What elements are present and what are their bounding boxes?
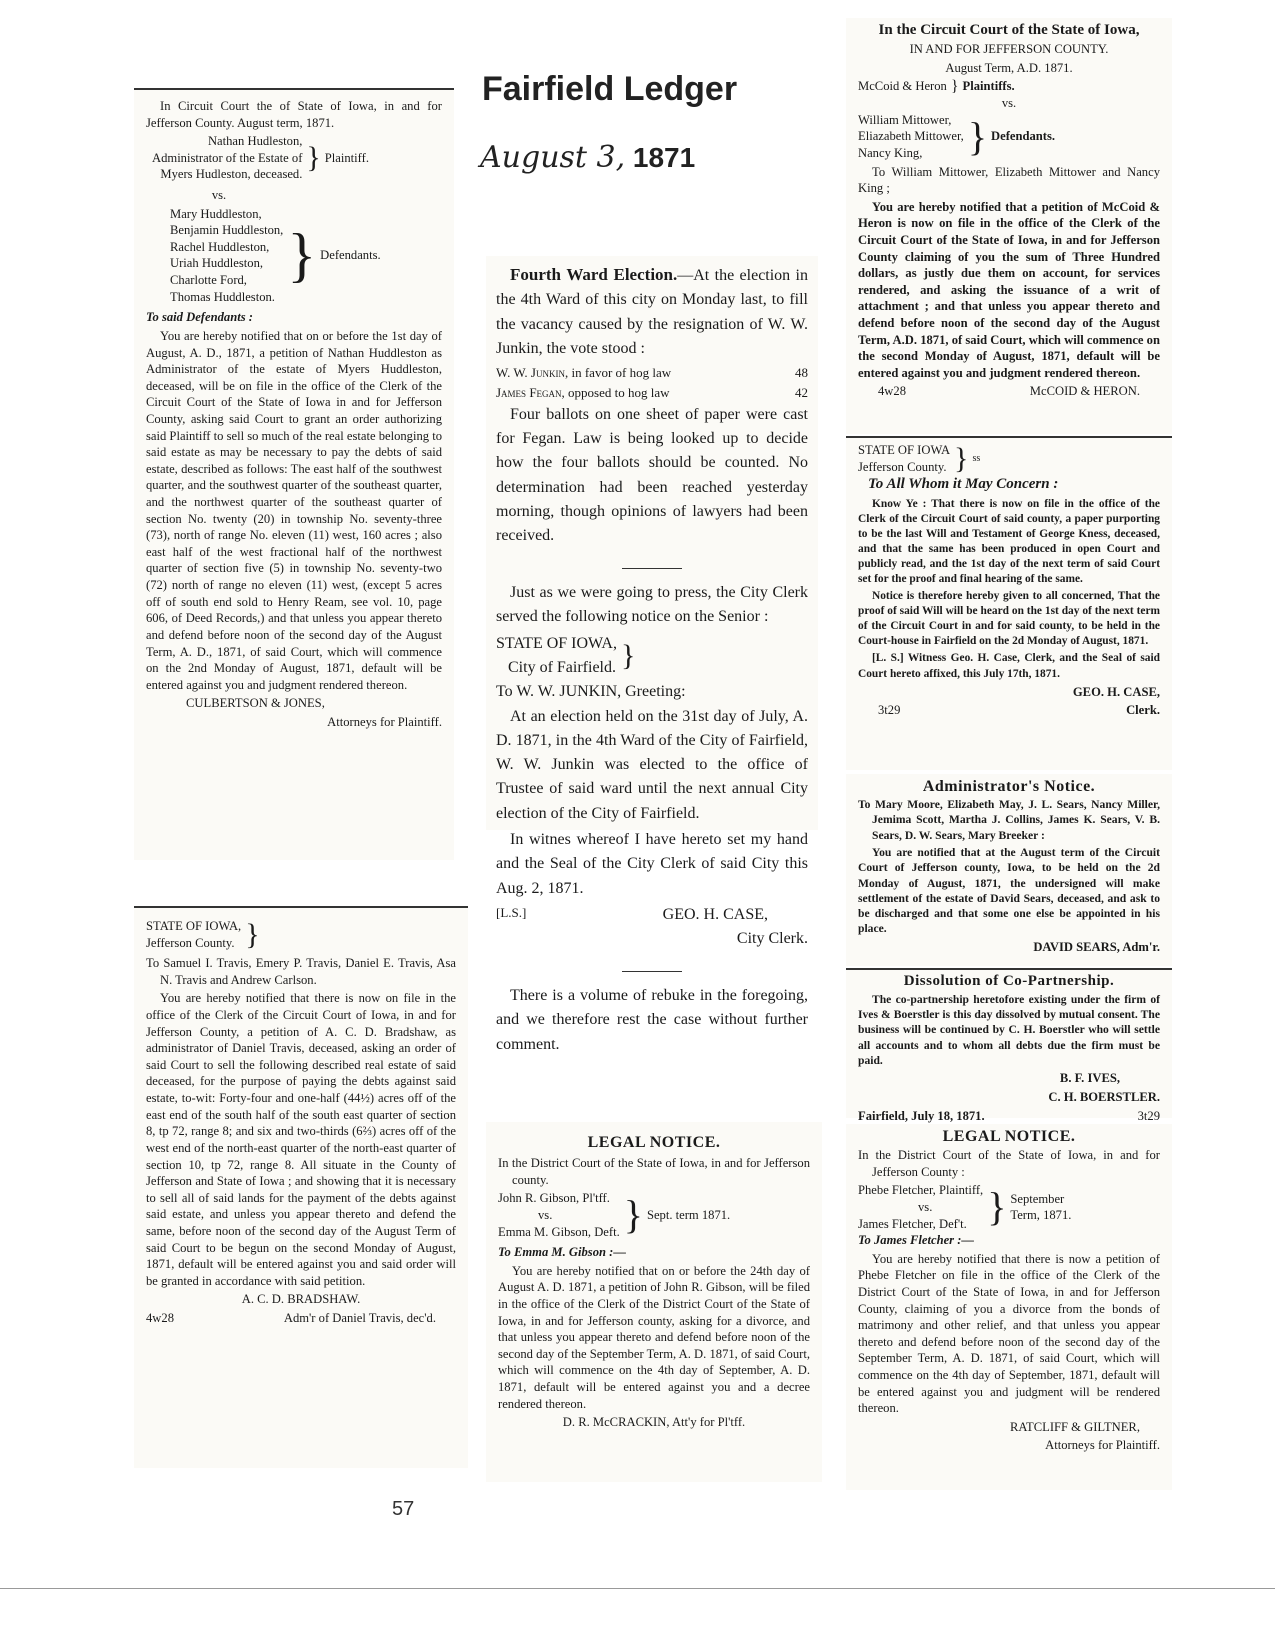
term-label: Sept. term 1871.	[646, 1207, 731, 1222]
signature-code: 3t29	[878, 703, 901, 718]
seal: [L.S.]	[496, 905, 527, 920]
notice-heading: LEGAL NOTICE.	[587, 1134, 721, 1151]
notice-intro: In the District Court of the State of Iowa, in and for Jefferson County :	[858, 1148, 1160, 1179]
defendant-label: Defendants.	[320, 248, 381, 263]
notice-heading: LEGAL NOTICE.	[942, 1128, 1076, 1145]
vote-count: 42	[795, 385, 808, 400]
article-paragraph: Just as we were going to press, the City Clerk served the following notice on the Senior :	[496, 583, 808, 626]
brace-glyph: }	[950, 77, 959, 95]
party-line: Mary Huddleston,	[170, 206, 262, 221]
signature-code: 4w28	[146, 1311, 174, 1326]
article-paragraph: Four ballots on one sheet of paper were cast for Fegan. Law is being looked up to decide how the four ballots should be counted. No determination had been reached yesterday morning, though opinions of lawyers had been received.	[496, 405, 808, 545]
party-line: Myers Hudleston, deceased.	[160, 167, 303, 182]
notice-term: August Term, A.D. 1871.	[945, 60, 1073, 75]
salutation: To said Defendants :	[146, 310, 253, 325]
plaintiff-label: Plaintiff.	[324, 150, 369, 165]
party-line: James Fletcher, Def't.	[858, 1216, 967, 1231]
notice-body: At an election held on the 31st day of July, A. D. 1871, in the 4th Ward of the City of Fairfield, W. W. Junkin was elected to the office of Trustee of said ward until the next annual City election of the City of Fairfield.	[496, 707, 808, 822]
article-lead-text: —At the election in the 4th Ward of this city on Monday last, to fill the vacancy caused by the resignation of W. W. Junkin, the vote stood :	[496, 267, 808, 357]
party-line: Emma M. Gibson, Deft.	[498, 1224, 620, 1239]
clipping-travis-notice	[134, 906, 468, 1468]
notice-heading: Administrator's Notice.	[922, 778, 1096, 795]
notice-heading: In the Circuit Court of the State of Iowa,	[878, 22, 1140, 38]
party-line: Uriah Huddleston,	[170, 256, 264, 271]
caption-line: STATE OF IOWA,	[146, 919, 242, 933]
plaintiff-caption	[152, 133, 442, 183]
signature-1: B. F. IVES,	[1059, 1071, 1120, 1086]
clipping-mccoid-heron-notice	[846, 18, 1172, 434]
party-caption	[858, 1182, 1160, 1232]
notice-address: To William Mittower, Elizabeth Mittower and Nancy King ;	[858, 164, 1160, 196]
brace-glyph: }	[287, 222, 317, 289]
party-line: Nancy King,	[858, 145, 923, 160]
brace-glyph: }	[954, 441, 969, 475]
signature-2: C. H. BOERSTLER.	[1048, 1089, 1160, 1104]
brace-glyph: }	[245, 917, 260, 951]
vote-row	[496, 363, 808, 383]
salutation: To Emma M. Gibson :—	[498, 1245, 626, 1260]
place-date-row	[858, 1108, 1160, 1125]
notice-address: To Samuel I. Travis, Emery P. Travis, Daniel E. Travis, Asa N. Travis and Andrew Carlson.	[146, 956, 456, 987]
clipping-fletcher-legal-notice	[846, 1124, 1172, 1490]
state-caption	[146, 918, 456, 951]
signature: D. R. McCRACKIN, Att'y for Pl'tff.	[562, 1415, 746, 1430]
article-closing: There is a volume of rebuke in the foregoing, and we therefore rest the case without further comment.	[496, 986, 808, 1053]
notice-address: To Mary Moore, Elizabeth May, J. L. Sears, Nancy Miller, Jemima Scott, Martha J. Collins, James K. Sears, V. B. Sears, D. W. Sears, Mary Breeker :	[858, 798, 1160, 842]
defendant-caption	[170, 206, 442, 306]
bottom-rule	[0, 1588, 1275, 1589]
signature-row	[496, 903, 808, 927]
notice-body: You are hereby notified that there is now on file in the office of the Clerk of the Circuit Court of Iowa, in and for Jefferson County, a petition of A. C. D. Bradshaw, as administrator of Daniel Travis, deceased, asking an order of said Court to sell the following described real estate of said deceased, for the purpose of paying the debts against said estate, to-wit: Forty-four and one-half (44½) acres off of the east end of the south half of the south east quarter of section 8, tp 72, range 8; and six and two-thirds (6⅔) acres off of the west end of the north-east quarter of the north-east quarter of section 10, tp 72, range 8. All situate in the County of Jefferson and State of Iowa ; and showing that it is necessary to sell all of said lands for the payment of the debts against said estate, and unless you appear thereto and defend the same, before noon of the second day of the August Term of said Court to be begun on the second Monday of August, 1871, default will be entered against you and said order will be granted in accordance with said petition.	[146, 991, 456, 1288]
defendant-caption	[858, 112, 1160, 162]
signature-title: Attorneys for Plaintiff.	[327, 714, 442, 729]
notice-intro: In the District Court of the State of Iowa, in and for Jefferson county.	[498, 1156, 810, 1187]
caption-side: ss	[972, 453, 981, 465]
clipping-administrators-notice	[846, 774, 1172, 966]
brace-glyph: }	[967, 113, 988, 159]
brace-glyph: }	[306, 141, 321, 175]
caption-line: STATE OF IOWA,	[496, 634, 617, 652]
divider	[496, 956, 808, 980]
notice-body: You are hereby notified that on or before the 1st day of August, A. D., 1871, a petition of Nathan Huddleston as Administrator of the estate of Myers Huddleston, deceased, will be on file in the office of the Clerk of the Circuit Court of the State of Iowa in and for Jefferson County, asking said Court to grant an order authorizing said Plaintiff to sell so much of the real estate belonging to said estate as may be necessary to pay the debts of said estate, described as follows: The east half of the southwest quarter, and the southwest quarter of the southeast quarter, and the northwest quarter of the southeast quarter of section No. twenty (20) in township No. seventy-three (73), north of range No. eleven (11) west, 160 acres ; also east half of the west fractional half of the northwest quarter of section five (5) in township No. seventy-two (72) north of range no eleven (11) west, (except 5 acres off of south end sold to Henry Ream, see vol. 10, page 606, of Deed Records,) and that unless you appear thereto and defend before noon of the second day of the August Term, A. D., 1871, of said Court, which will commence on the 2nd Monday of August, 1871, default will be entered against you and judgment rendered thereon.	[146, 328, 443, 692]
date-handwritten: August 3,	[480, 140, 626, 175]
party-line: Nathan Hudleston,	[207, 134, 303, 149]
caption-line: City of Fairfield.	[508, 658, 616, 676]
brace-glyph: }	[623, 1192, 643, 1238]
notice-witness: [L. S.] Witness Geo. H. Case, Clerk, and the Seal of said Court hereto affixed, this July 17th, 1871.	[858, 652, 1160, 680]
notice-greeting: To W. W. JUNKIN, Greeting:	[496, 683, 686, 701]
signature: DAVID SEARS, Adm'r.	[1033, 939, 1160, 954]
versus: vs.	[1001, 96, 1017, 111]
party-caption	[498, 1190, 810, 1240]
signature-name: McCOID & HERON.	[1029, 384, 1140, 399]
notice-subheading: IN AND FOR JEFFERSON COUNTY.	[909, 42, 1109, 57]
party-line: Charlotte Ford,	[170, 273, 247, 288]
notice-code: 3t29	[1137, 1108, 1160, 1123]
party-line: McCoid & Heron	[858, 79, 947, 94]
party-line: Thomas Huddleston.	[170, 289, 275, 304]
party-line: John R. Gibson, Pl'tff.	[498, 1191, 610, 1206]
party-line: Eliazabeth Mittower,	[858, 129, 964, 144]
signature-row	[146, 1310, 456, 1327]
notice-witness: In witnes whereof I have hereto set my hand and the Seal of the City Clerk of said City this Aug. 2, 1871.	[496, 831, 808, 897]
vote-count: 48	[795, 365, 808, 381]
signature-name: RATCLIFF & GILTNER,	[1009, 1419, 1140, 1434]
divider	[496, 553, 808, 577]
notice-heading: Dissolution of Co-Partnership.	[903, 973, 1115, 989]
article-headline: Fourth Ward Election.	[510, 265, 678, 284]
notice-intro: In Circuit Court the of State of Iowa, in and for Jefferson County. August term, 1871.	[146, 99, 442, 130]
salutation: To James Fletcher :—	[858, 1233, 975, 1248]
signature-title: Clerk.	[1126, 703, 1160, 718]
signature-code: 4w28	[878, 384, 906, 399]
brace-glyph: }	[620, 638, 636, 672]
party-line: vs.	[918, 1199, 933, 1214]
party-line: William Mittower,	[858, 112, 952, 127]
notice-body: You are notified that at the August term of the Circuit Court of Jefferson county, Iowa, to be held on the 2d Monday of August, 1871, the undersigned will make settlement of the estate of David Sears, deceased, and ask to be discharged and that some one else be appointed in his place.	[858, 846, 1160, 936]
state-caption	[858, 442, 1160, 475]
signature-row	[858, 383, 1160, 400]
signature-name: GEO. H. CASE,	[662, 906, 768, 923]
notice-body: You are hereby notified that on or before the 24th day of August A. D. 1871, a petition of John R. Gibson, will be filed in the office of the Clerk of the District Court of the State of Iowa, in and for Jefferson county, asking for a divorce, and that unless you appear thereto and defend before noon of the second day of the September Term, A. D. 1871, of said Court, which will commence on the 4th day of September, A. D. 1871, default will be entered against you and a decree rendered thereon.	[498, 1263, 810, 1411]
defendant-label: Defendants.	[991, 129, 1056, 144]
party-line: Phebe Fletcher, Plaintiff,	[858, 1183, 984, 1198]
signature-title: City Clerk.	[736, 930, 808, 948]
date-year: 1871	[632, 142, 696, 173]
signature-name: A. C. D. BRADSHAW.	[241, 1292, 361, 1307]
notice-body: Notice is therefore hereby given to all concerned, That the proof of said Will will be heard on the 1st day of the next term of the Circuit Court in and for said county, to be held in the Court-house in Fairfield on the 2d Monday of August, 1871.	[858, 590, 1160, 648]
page-date	[480, 140, 695, 175]
vote-candidate	[496, 363, 671, 383]
notice-body: Know Ye : That there is now on file in the office of the Clerk of the Circuit Court of said county, a paper purporting to be the last Will and Testament of George Kness, deceased, and that the same has been produced in open Court and publicly read, and the 1st day of the next term of said Court set for the proof and final hearing of the same.	[858, 498, 1160, 586]
term-line: Term, 1871.	[1010, 1208, 1072, 1223]
signature-title: Attorneys for Plaintiff.	[1045, 1438, 1160, 1453]
notice-body: You are hereby notified that a petition of McCoid & Heron is now on file in the office of the Clerk of the Circuit Court of the State of Iowa, in and for Jefferson County claiming of you the sum of Three Hundred dollars, as justly due them on account, for services rendered, and asking the issuance of a writ of attachment ; and that unless you appear thereto and defend before noon of the second day of the August Term, A.D. 1871, of said Court, which will commence on the second Monday of August, 1871, default will be entered against you and judgment rendered thereon.	[858, 199, 1160, 380]
party-line: Rachel Huddleston,	[170, 239, 270, 254]
vote-name: W. W. Junkin	[496, 365, 565, 381]
party-line: vs.	[538, 1207, 553, 1222]
notice-body: You are hereby notified that there is now a petition of Phebe Fletcher on file in the office of the Clerk of the District Court of the State of Iowa, in and for Jefferson County, claiming of you a divorce from the bonds of matrimony and other relief, and that unless you appear thereto and defend before noon of the second day of the September Term, A. D. 1871, of said Court, which will commence on the 4th day of September, 1871, default will be entered against you and judgment will be rendered thereon.	[858, 1251, 1160, 1416]
party-line: Benjamin Huddleston,	[170, 223, 284, 238]
caption-line: Jefferson County.	[858, 459, 947, 474]
clipping-kness-will-notice	[846, 436, 1172, 770]
place-date: Fairfield, July 18, 1871.	[858, 1108, 985, 1123]
plaintiff-caption	[858, 78, 1160, 95]
signature-row	[858, 702, 1160, 719]
term-line: September	[1010, 1191, 1065, 1206]
page-number: 57	[392, 1498, 415, 1520]
clipping-gibson-legal-notice	[486, 1122, 822, 1482]
vote-note: , opposed to hog law	[561, 385, 670, 400]
caption-line: Jefferson County.	[146, 935, 235, 950]
page-title: Fairfield Ledger	[482, 70, 738, 108]
brace-glyph: }	[987, 1184, 1007, 1230]
clipping-fourth-ward-election	[486, 256, 818, 1053]
notice-body: The co-partnership heretofore existing under the firm of Ives & Boerstler is this day dissolved by mutual consent. The business will be continued by C. H. Boerstler who will settle all accounts and to whom all debts due the firm must be paid.	[858, 992, 1160, 1067]
signature-name: GEO. H. CASE,	[1072, 684, 1160, 699]
versus: vs.	[211, 188, 227, 203]
vote-candidate	[496, 383, 670, 403]
vote-note: , in favor of hog law	[564, 365, 672, 381]
clipping-huddleston-notice	[134, 88, 454, 860]
salutation: To All Whom it May Concern :	[868, 476, 1059, 493]
signature-name: CULBERTSON & JONES,	[186, 696, 325, 711]
clipping-dissolution-notice	[846, 968, 1172, 1123]
caption-line: STATE OF IOWA	[858, 443, 951, 457]
party-line: Administrator of the Estate of	[152, 150, 303, 165]
article-lead	[496, 262, 808, 361]
plaintiff-label: Plaintiffs.	[962, 79, 1015, 94]
state-caption	[496, 632, 808, 681]
vote-row	[496, 383, 808, 403]
vote-name: James Fegan	[496, 385, 562, 400]
signature-title: Adm'r of Daniel Travis, dec'd.	[283, 1311, 436, 1326]
